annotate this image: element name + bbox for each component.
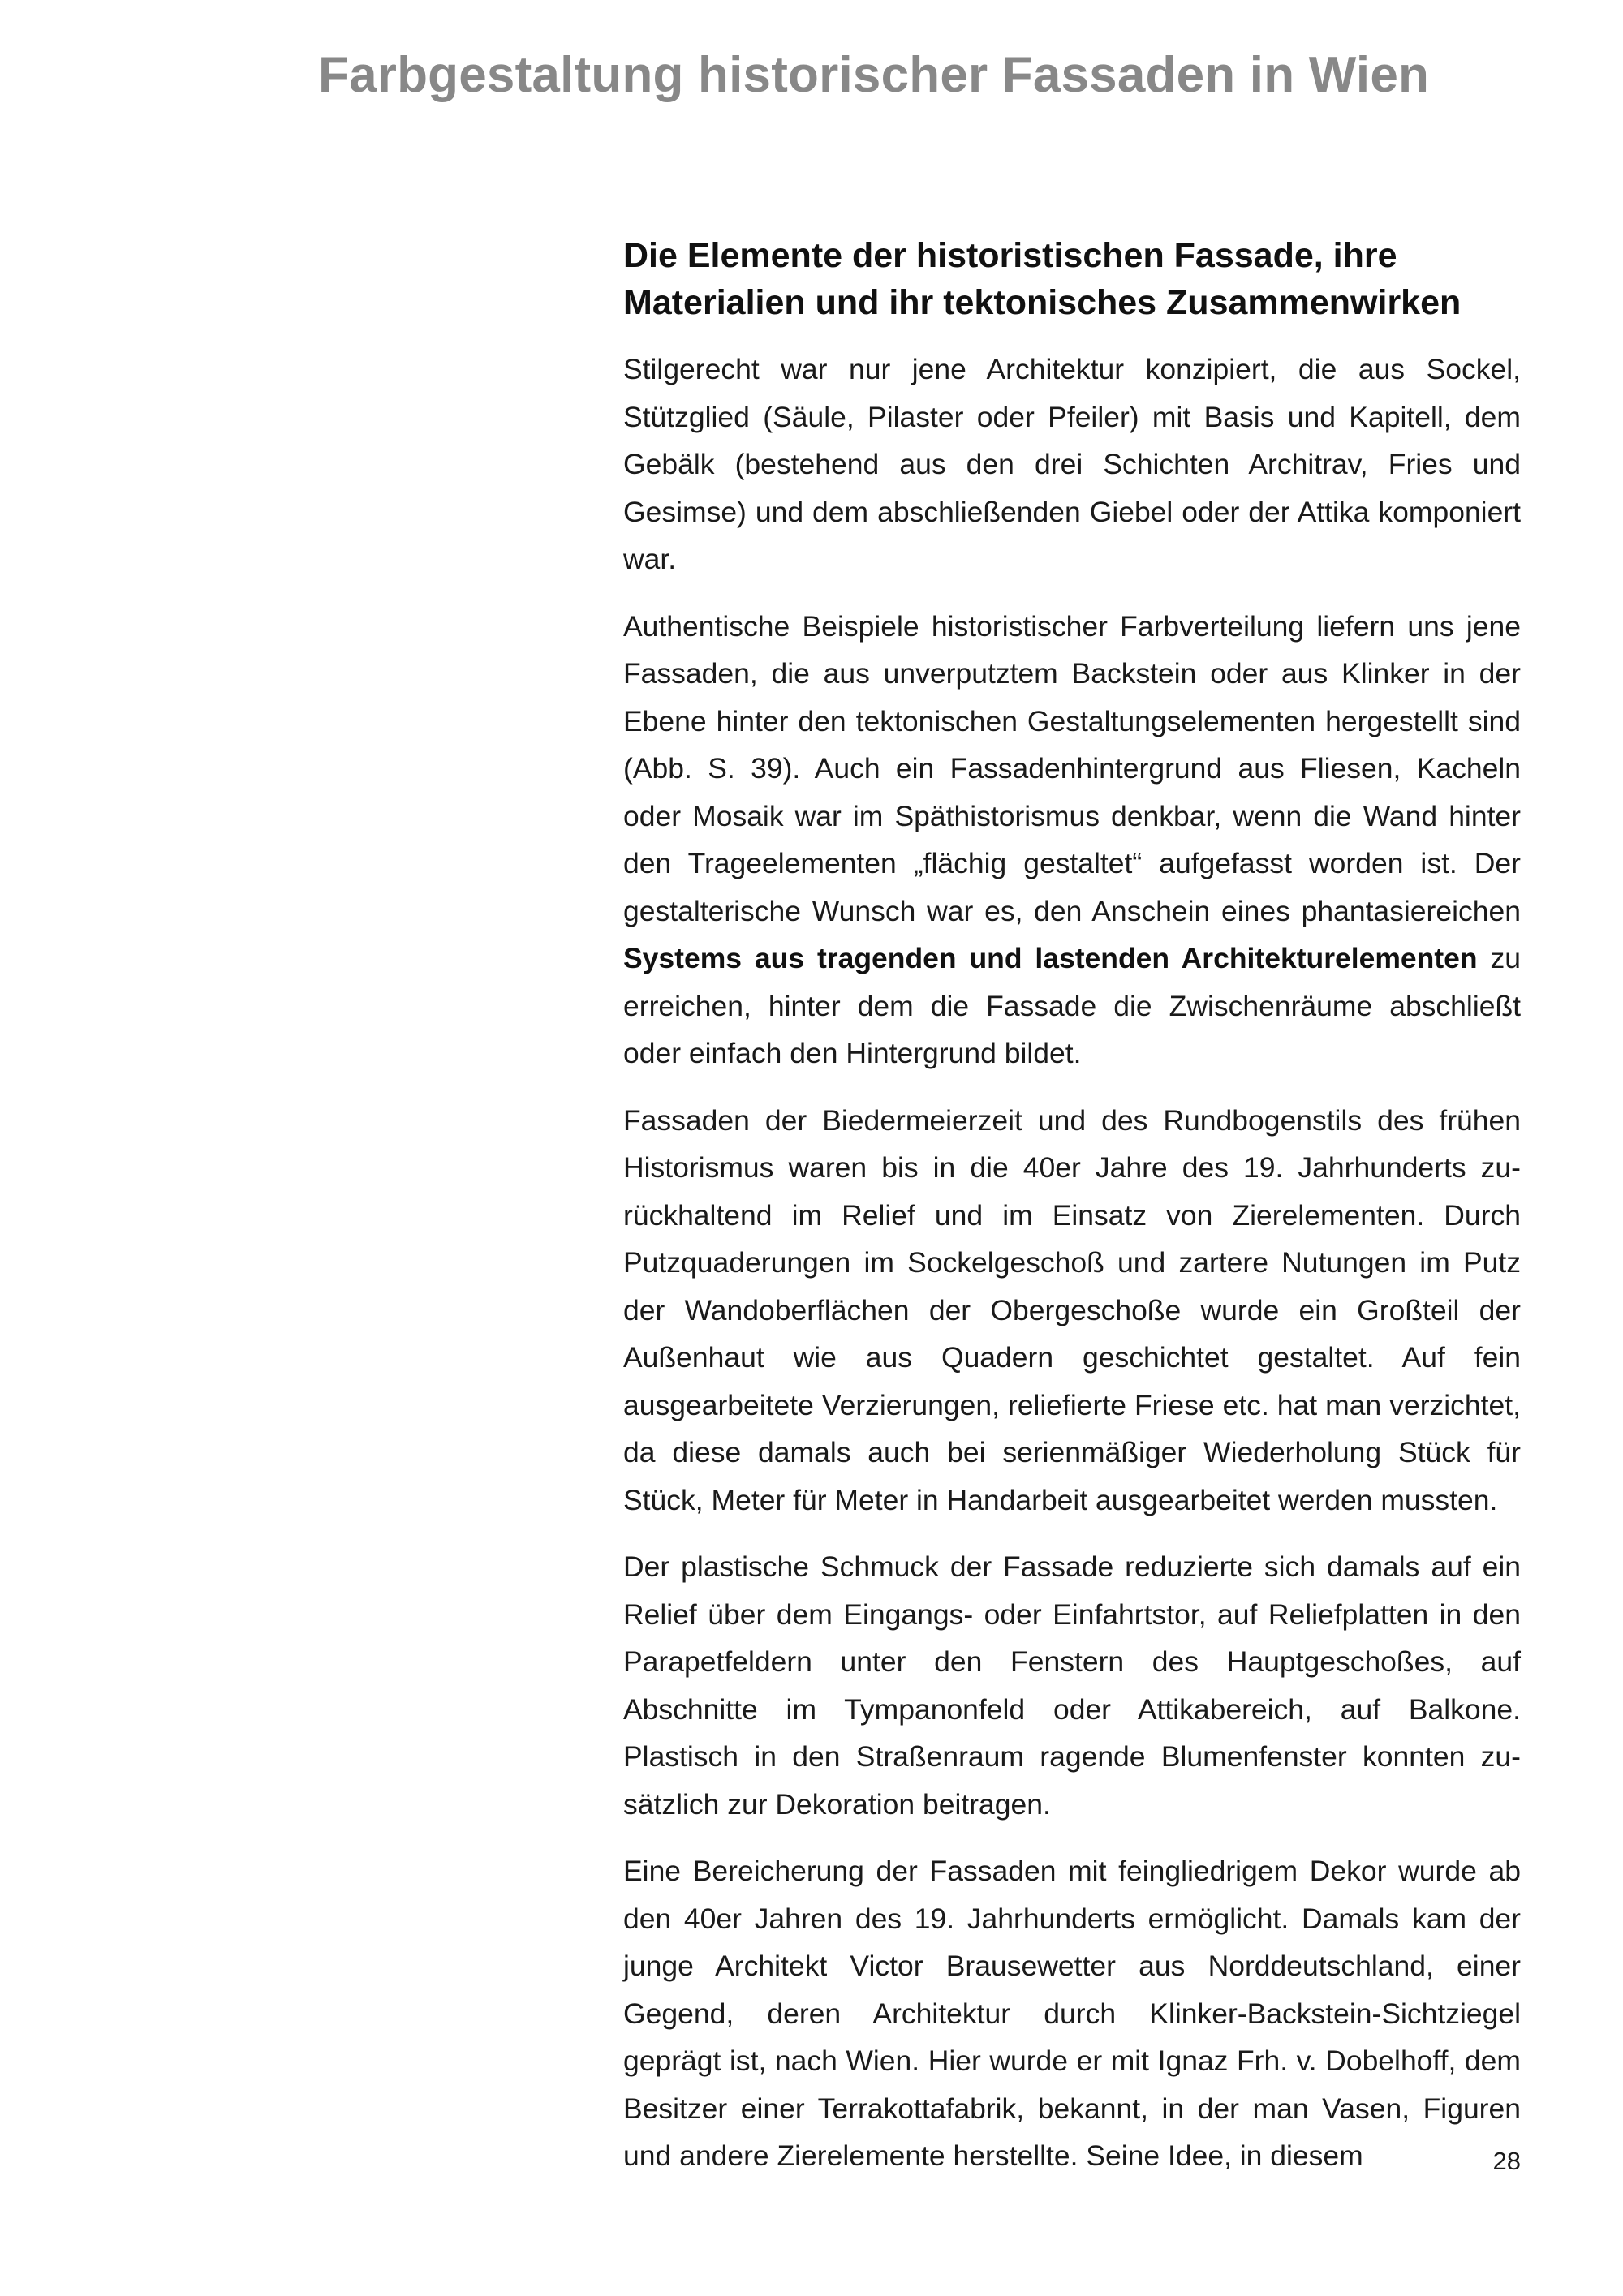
paragraph-4: Der plastische Schmuck der Fassade reduzierte sich damals auf ein Relief über dem Eingangs- oder Einfahrtstor, auf Reliefplatten in den Parapetfeldern unter den Fenstern des Hauptgeschoßes, auf Abschnitte im Tympanonfeld oder Attikabereich, auf Balkone. Plastisch in den Straßenraum ragende Blumenfenster konnten zusätzlich zur Dekoration beitragen. (623, 1550, 1521, 1821)
article-body (623, 232, 1521, 2199)
paragraph-3: Fassaden der Biedermeierzeit und des Rundbogenstils des frühen Historismus waren bis in die 40er Jahre des 19. Jahrhunderts zurückhaltend im Relief und im Einsatz von Zierelementen. Durch Putzquaderungen im Sockelgeschoß und zartere Nutungen im Putz der Wandoberflächen der Obergeschoße wurde ein Großteil der Außenhaut wie aus Quadern geschichtet gestaltet. Auf fein ausgearbeitete Verzierungen, reliefierte Friese etc. hat man verzichtet, da diese damals auch bei serienmäßiger Wiederholung Stück für Stück, Meter für Meter in Handarbeit ausgearbeitet werden mussten. (623, 1103, 1521, 1516)
page-header-title: Farbgestaltung historischer Fassaden in Wien (318, 47, 1430, 103)
page-number: 28 (1492, 2147, 1521, 2175)
paragraph-5: Eine Bereicherung der Fassaden mit feingliedrigem Dekor wurde ab den 40er Jahren des 19. Jahrhunderts ermöglicht. Damals kam der junge Architekt Victor Brausewetter aus Norddeutschland, einer Gegend, deren Architektur durch Klinker-Backstein-Sichtziegel geprägt ist, nach Wien. Hier wurde er mit Ignaz Frh. v. Dobelhoff, dem Besitzer einer Terrakottafabrik, bekannt, in der man Vasen, Figuren und andere Zierelemente herstellte. Seine Idee, in diesem (623, 1855, 1521, 2172)
paragraph-2-text-start: Authentische Beispiele historistischer Farbverteilung liefern uns jene Fassaden, die aus unverputztem Backstein oder aus Klinker in der Ebene hinter den tektonischen Gestaltungselementen hergestellt sind (Abb. S. 39). Auch ein Fassadenhintergrund aus Fliesen, Kacheln oder Mosaik war im Späthistorismus denkbar, wenn die Wand hinter den Trageelementen „flächig gestaltet“ aufgefasst worden ist. Der gestalterische Wunsch war es, den Anschein eines phantasiereichen (623, 609, 1521, 927)
section-heading-line-1: Die Elemente der historistischen Fassade, ihre (623, 236, 1397, 275)
section-heading-line-2: Materialien und ihr tektonisches Zusammenwirken (623, 283, 1462, 322)
paragraph-2-text-end: zu erreichen, hinter dem die Fassade die Zwischenräume abschließt oder einfach den Hintergrund bildet. (623, 942, 1521, 1069)
section-heading (623, 232, 1521, 326)
paragraph-1: Stilgerecht war nur jene Architektur konzipiert, die aus Sockel, Stützglied (Säule, Pilaster oder Pfeiler) mit Basis und Kapitell, dem Gebälk (bestehend aus den drei Schichten Architrav, Fries und Gesimse) und dem abschließenden Giebel oder der Attika komponiert war. (623, 353, 1521, 575)
paragraph-2 (623, 603, 1521, 1077)
paragraph-2-bold-emphasis: Systems aus tragenden und lastenden Architekturelementen (623, 942, 1478, 974)
